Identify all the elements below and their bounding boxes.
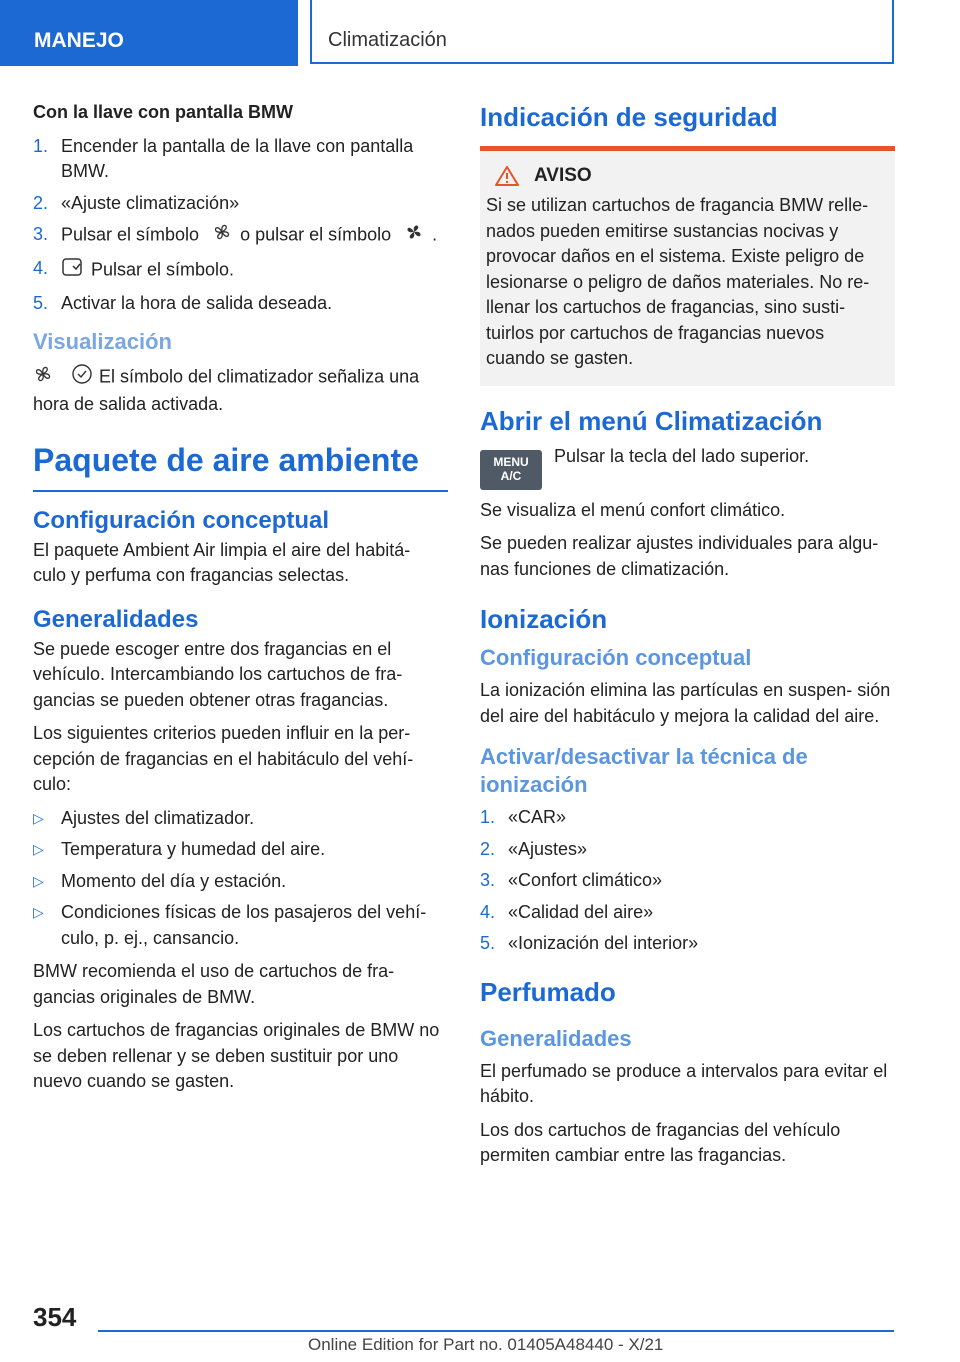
perf-paragraph: Los dos cartuchos de fragancias del vehículo permiten cambiar entre las fragancias. <box>480 1119 841 1165</box>
bullet-icon: ▷ <box>33 809 44 826</box>
step-text: «Calidad del aire» <box>508 901 654 922</box>
chapter-tab <box>310 0 894 64</box>
bullet-text: Temperatura y humedad del aire. <box>61 839 326 859</box>
gen-paragraph: Se puede escoger entre dos fragancias en el vehículo. Intercambiando los cartuchos de fra- gancias se pueden obtener otras fragancias. <box>33 638 403 710</box>
step-text: «Confort climático» <box>508 870 663 890</box>
right-column <box>480 100 895 1177</box>
step-number: 3. <box>480 870 496 890</box>
list-item <box>33 869 448 895</box>
perf-gen-heading: Generalidades <box>480 1025 632 1051</box>
warning-label: AVISO <box>534 165 592 186</box>
menu-paragraph: Se pueden realizar ajustes individuales para algu- nas funciones de climatización. <box>480 533 879 579</box>
fan-icon <box>212 222 232 250</box>
warning-icon <box>494 165 520 187</box>
step-text: Activar la hora de salida deseada. <box>61 293 333 313</box>
list-item <box>33 291 448 317</box>
perf-paragraph: El perfumado se produce a intervalos para evitar el hábito. <box>480 1060 888 1106</box>
visualizacion-heading: Visualización <box>33 328 172 354</box>
bullet-text: Ajustes del climatizador. <box>61 807 255 828</box>
list-item <box>33 900 448 951</box>
chapter-title: Climatización <box>328 29 447 51</box>
ion-activar-heading: Activar/desactivar la técnica de ionización <box>480 744 808 797</box>
ion-config-heading: Configuración conceptual <box>480 645 752 670</box>
gen-paragraph: Los cartuchos de fragancias originales de BMW no se deben rellenar y se deben sustituir por uno nuevo cuando se gasten. <box>33 1020 440 1091</box>
gen-paragraph: Los siguientes criterios pueden influir en la per- cepción de fragancias en el habitáculo del vehí- culo: <box>33 723 414 794</box>
step-number: 5. <box>480 933 496 953</box>
step-text: «Ionización del interior» <box>508 933 699 953</box>
list-item <box>480 868 895 894</box>
menu-paragraph: Se visualiza el menú confort climático. <box>480 499 786 520</box>
list-item <box>33 806 448 832</box>
config-heading: Configuración conceptual <box>33 506 330 534</box>
list-item <box>33 222 448 250</box>
ionizacion-heading: Ionización <box>480 604 608 634</box>
menu-button-line: A/C <box>500 468 522 483</box>
step-number: 2. <box>33 192 49 213</box>
warning-box <box>480 146 895 386</box>
warning-title <box>486 165 887 187</box>
step-number: 3. <box>33 224 49 244</box>
key-heading: Con la llave con pantalla BMW <box>33 102 294 122</box>
warning-text: Si se utilizan cartuchos de fragancia BMW relle- nados pueden emitirse sustancias nocivas y provocar daños en el sistema. Existe peligro de lesionarse o peligro de daños materiales. No re- llenar los cartuchos de fragancias, sino susti- tuirlos por cartuchos de fragancias nuevos cuando se gasten. <box>486 195 870 368</box>
ion-config-text: La ionización elimina las partículas en suspen- sión del aire del habitáculo y mejora la calidad del aire. <box>480 680 891 726</box>
step-text: Pulsar el símbolo <box>61 224 200 245</box>
key-steps-list <box>33 134 448 317</box>
gen-paragraph: BMW recomienda el uso de cartuchos de fra- gancias originales de BMW. <box>33 961 395 1007</box>
fan-icon <box>33 364 53 392</box>
step-number: 4. <box>33 257 49 278</box>
menu-heading: Abrir el menú Climatización <box>480 405 823 436</box>
list-item <box>33 256 448 286</box>
seguridad-heading: Indicación de seguridad <box>480 102 778 132</box>
visualizacion-body: El símbolo del climatizador señaliza una hora de salida activada. <box>33 366 420 414</box>
footer-divider <box>98 1330 894 1332</box>
step-text: Encender la pantalla de la llave con pantalla BMW. <box>61 135 414 181</box>
menu-text: Pulsar la tecla del lado superior. <box>554 445 810 466</box>
list-item <box>33 134 448 185</box>
step-text-end: . <box>432 224 438 245</box>
generalidades-heading: Generalidades <box>33 605 199 633</box>
bullet-icon: ▷ <box>33 872 44 889</box>
list-item <box>480 900 895 926</box>
menu-instruction <box>480 446 895 490</box>
list-item <box>33 191 448 217</box>
step-text: «Ajustes» <box>508 838 588 859</box>
ion-steps-list <box>480 805 895 957</box>
menu-button-line: MENU <box>493 454 529 469</box>
perfumado-heading: Perfumado <box>480 976 616 1007</box>
page-number: 354 <box>33 1302 77 1332</box>
bullet-text: Condiciones físicas de los pasajeros del vehí- culo, p. ej., cansancio. <box>61 902 427 948</box>
step-text-middle: o pulsar el símbolo <box>240 224 392 245</box>
list-item <box>480 837 895 863</box>
section-tab <box>0 0 298 66</box>
fan-filled-icon <box>404 222 424 250</box>
section-label: MANEJO <box>34 29 124 52</box>
list-item <box>33 837 448 863</box>
left-column <box>33 100 448 1103</box>
departure-timer-icon <box>61 256 85 286</box>
step-text: «Ajuste climatización» <box>61 192 240 213</box>
list-item <box>480 805 895 831</box>
config-text: El paquete Ambient Air limpia el aire del habitá- culo y perfuma con fragancias selectas. <box>33 539 411 585</box>
step-number: 1. <box>480 807 496 827</box>
step-number: 5. <box>33 293 49 313</box>
step-number: 4. <box>480 901 496 922</box>
step-number: 1. <box>33 135 49 156</box>
step-number: 2. <box>480 838 496 859</box>
visualizacion-text <box>33 363 448 418</box>
clock-check-icon <box>71 363 93 393</box>
bullet-text: Momento del día y estación. <box>61 870 287 891</box>
step-text: «CAR» <box>508 807 567 827</box>
step-text: Pulsar el símbolo. <box>91 259 235 279</box>
criteria-list <box>33 806 448 952</box>
list-item <box>480 931 895 957</box>
footer-edition: Online Edition for Part no. 01405A48440 - X/21 <box>308 1335 664 1354</box>
bullet-icon: ▷ <box>33 841 44 857</box>
bullet-icon: ▷ <box>33 904 44 920</box>
paquete-heading: Paquete de aire ambiente <box>33 440 448 492</box>
menu-ac-button-icon <box>480 450 542 490</box>
